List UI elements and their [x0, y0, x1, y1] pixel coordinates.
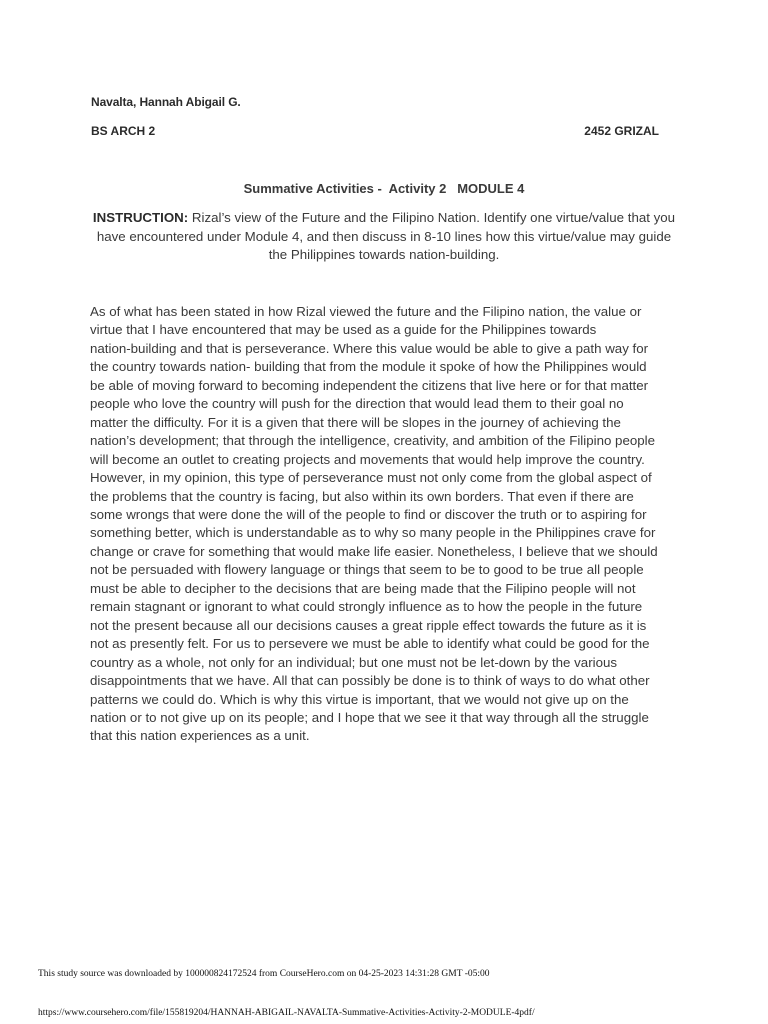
essay-line: However, in my opinion, this type of perseverance must not only come from the global aspect of: [90, 470, 652, 486]
essay-body: [90, 303, 690, 746]
essay-line: remain stagnant or ignorant to what could strongly influence as to how the people in the future: [90, 599, 643, 615]
download-notice: This study source was downloaded by 100000824172524 from CourseHero.com on 04-25-2023 14:31:28 GMT -05:00: [38, 969, 490, 979]
essay-line: matter the difficulty. For it is a given that there will be slopes in the journey of achieving the: [90, 414, 621, 430]
essay-line: disappointments that we have. All that can possibly be done is to think of ways to do what other: [90, 673, 650, 689]
essay-line: As of what has been stated in how Rizal viewed the future and the Filipino nation, the value or: [90, 304, 642, 319]
essay-line: people who love the country will push for the direction that would lead them to their goal no: [90, 396, 624, 412]
essay-line: country as a whole, not only for an individual; but one must not be let-down by the various: [90, 654, 618, 670]
essay-line: not as presently felt. For us to persevere we must be able to identify what could be good for the: [90, 636, 650, 652]
student-name: Navalta, Hannah Abigail G.: [91, 95, 241, 109]
instruction-label: INSTRUCTION:: [92, 210, 189, 225]
essay-line: will become an outlet to creating projects and movements that would help improve the country.: [90, 451, 645, 467]
source-url-link[interactable]: https://www.coursehero.com/file/155819204/HANNAH-ABIGAIL-NAVALTA-Summative-Activities-Activity-2-MODULE-4pdf/: [38, 1008, 535, 1018]
essay-line: be able of moving forward to becoming independent the citizens that live here or for that matter: [90, 377, 649, 393]
essay-line: nation-building and that is perseverance. Where this value would be able to give a path way for: [90, 340, 649, 356]
essay-line: virtue that I have encountered that may be used as a guide for the Philippines towards: [90, 322, 597, 338]
instruction-paragraph: [88, 209, 680, 265]
essay-line: something better, which is understandable as to why so many people in the Philippines crave for: [90, 525, 656, 541]
essay-line: change or crave for something that would make life easier. Nonetheless, I believe that we should: [90, 543, 658, 559]
essay-line: not the present because all our decisions causes a great ripple effect towards the future as it is: [90, 617, 647, 633]
essay-line: not be persuaded with flowery language or things that seem to be to good to be true all people: [90, 562, 644, 578]
essay-line: the country towards nation- building that from the module it spoke of how the Philippines would: [90, 359, 647, 375]
essay-line: the problems that the country is facing, but also within its own borders. That even if there are: [90, 488, 634, 504]
essay-line: must be able to decipher to the decisions that are being made that the Filipino people will not: [90, 580, 636, 596]
document-title: Summative Activities - Activity 2 MODULE 4: [243, 181, 525, 196]
essay-line: some wrongs that were done the will of the people to find or discover the truth or to aspiring for: [90, 506, 647, 522]
essay-line: that this nation experiences as a unit.: [90, 728, 310, 744]
essay-line: nation or to not give up on its people; and I hope that we see it that way through all the struggle: [90, 709, 649, 725]
section-code: 2452 GRIZAL: [584, 124, 659, 138]
essay-line: nation’s development; that through the intelligence, creativity, and ambition of the Filipino people: [90, 433, 655, 449]
instruction-text: Rizal’s view of the Future and the Filipino Nation. Identify one virtue/value that you have encountered under Module 4, and then discuss in 8-10 lines how this virtue/value may guide the Philippines towards nation-building.: [96, 210, 676, 262]
essay-line: patterns we could do. Which is why this virtue is important, that we would not give up on the: [90, 691, 629, 707]
program-label: BS ARCH 2: [91, 124, 156, 138]
